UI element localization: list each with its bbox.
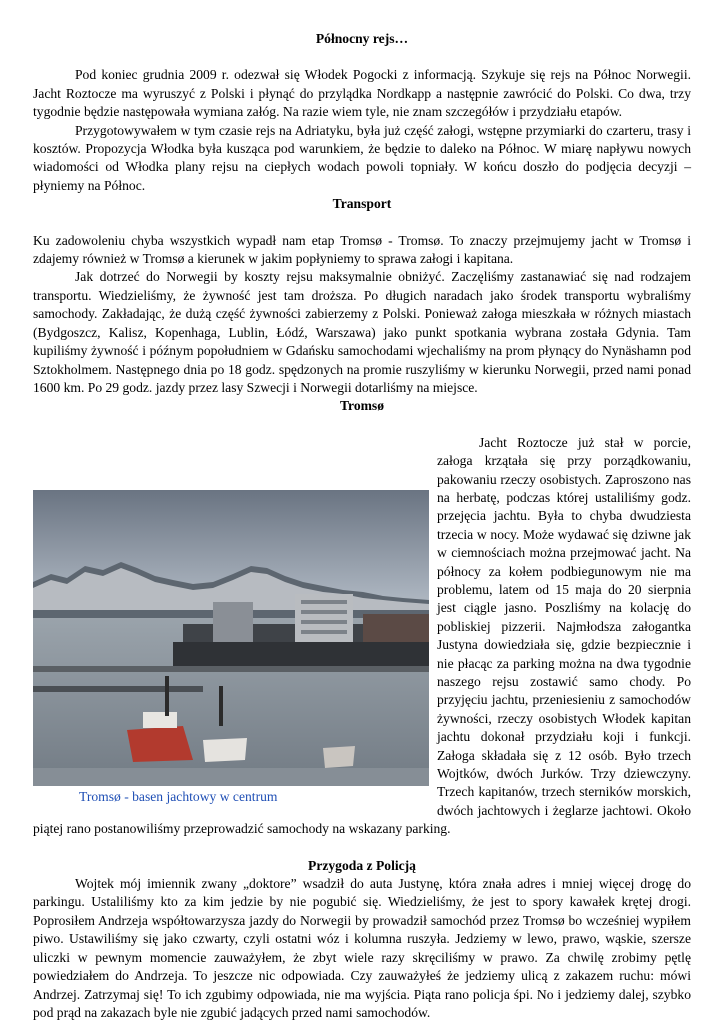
paragraph: Przygotowywałem w tym czasie rejs na Adriatyku, była już część załogi, wstępne przymiarki do czarteru, trasy i kosztów. Propozycja Włodka była kusząca pod warunkiem, że będzie to daleko na Północ. W miarę napływu nowych wiadomości od Włodka plany rejsu na ciepłych wodach powoli topniały. W końcu doszło do podjęcia decyzji – płyniemy na Północ. [33,122,691,193]
paragraph: Jak dotrzeć do Norwegii by koszty rejsu maksymalnie obniżyć. Zaczęliśmy zastanawiać się nad rodzajem transportu. Wiedzieliśmy, że żywność jest tam droższa. Po długich naradach jako środek transportu wybraliśmy samochody. Zakładając, że dużą część żywności zabierzemy z Polski. Ponieważ załoga mieszkała w różnych miastach (Bydgoszcz, Kalisz, Kopenhaga, Lublin, Łódź, Warszawa) jako punkt spotkania wybrana została Gdynia. Tam kupiliśmy żywność i późnym popołudniem w Gdańsku samochodami wjechaliśmy na prom płynący do Nynäshamn pod Sztokholmem. Następnego dnia po 18 godz. spędzonych na promie ruszyliśmy w kierunku Norwegii, przed nami ponad 1600 km. Po 29 godz. jazdy przez lasy Szwecji i Norwegii dotarliśmy na miejsce. [33,269,691,395]
figure-tromso-harbor [33,490,429,806]
section-title-tromso: Tromsø [339,398,385,414]
harbor-photo [33,490,429,786]
paragraph: Wojtek mój imiennik zwany „doktore” wsadził do auta Justynę, która znała adres i mniej więcej drogę do parkingu. Ustaliliśmy kto za kim jedzie by nie pogubić się. Wiedzieliśmy, że jest to spory kawałek krętej drogi. Poprosiłem Andrzeja współtowarzysza jazdy do Norwegii by prowadził samochód przez Tromsø bo wcześniej wypiłem piwo. Ustawiliśmy się jako czwarty, czyli ostatni wóz i kolumna ruszyła. Jedziemy w lewo, prawo, wąskie, szersze uliczki w pewnym momencie zauważyłem, że zbyt wiele razy skręciliśmy w prawo. Za chwilę zrobimy pętlę powiedziałem do Andrzeja. To jeszcze nic odpowiada. Czy zauważyłeś że jedziemy ulicą z zakazem ruchu: mówi Andrzej. Zatrzymaj się! To ich zgubimy odpowiada, nie ma wyjścia. Piąta rano policja śpi. No i jedziemy dalej, szybko pod prąd na zakazach byle nie zgubić jadących przed nami samochodów. [33,876,691,1020]
section-title-przygoda-z-policja: Przygoda z Policją [308,857,416,873]
paragraph: Jacht Roztocze już stał w porcie, załoga krzątała się przy porządkowaniu, pakowaniu rzeczy osobistych. Zaproszono nas na herbatę, podczas której ustaliliśmy godz. przejęcia jachtu. Była to chyba dwudziesta trzecia w nocy. Może wydawać się dziwne jak w ciemnościach można przejmować jacht. Na północy za kołem podbiegunowym nie ma problemu, latem od 15 maja do 20 sierpnia jest ciągle jasno. Poszliśmy na kolację do pobliskiej pizzerii. Najmłodsza załogantka Justyna dowiedziała się, gdzie bezpiecznie i nie płacąc za parking można na dwa tygodnie naszego rejsu zostawić samo chody. Po przyjęciu jachtu, przeniesieniu z samochodów żywności, rzeczy osobistych Włodek kapitan jachtu dokonał przydziału koji i funkcji. Załoga składała się z 12 osób. Było trzech Wojtków, dwóch Jurków. Trzy dziewczyny. Trzech kapitanów, trzech sterników morskich, dwóch jachtowych i żeglarze jachtowi. Około piątej rano postanowiliśmy przeprowadzić samochody na wskazany parking. [33,434,691,837]
paragraph: Ku zadowoleniu chyba wszystkich wypadł nam etap Tromsø - Tromsø. To znaczy przejmujemy jacht w Tromsø i zdajemy również w Tromsø a kierunek w jakim popłyniemy to sprawa załogi i kapitana. [33,232,691,267]
section-title-polnocny-rejs: Północny rejs… [315,31,409,46]
figure-caption: Tromsø - basen jachtowy w centrum [79,788,278,804]
paragraph: Pod koniec grudnia 2009 r. odezwał się Włodek Pogocki z informacją. Szykuje się rejs na Północ Norwegii. Jacht Roztocze ma wyruszyć z Polski i płynąć do przylądka Nordkapp a następnie zawrócić do Polski. Co dwa, trzy tygodnie będzie następowała wymiana załóg. Na razie wiem tyle, nie znam szczegółów i przydziału etapów. [33,67,691,120]
document-page [33,30,691,1022]
section-title-transport: Transport [332,196,392,212]
